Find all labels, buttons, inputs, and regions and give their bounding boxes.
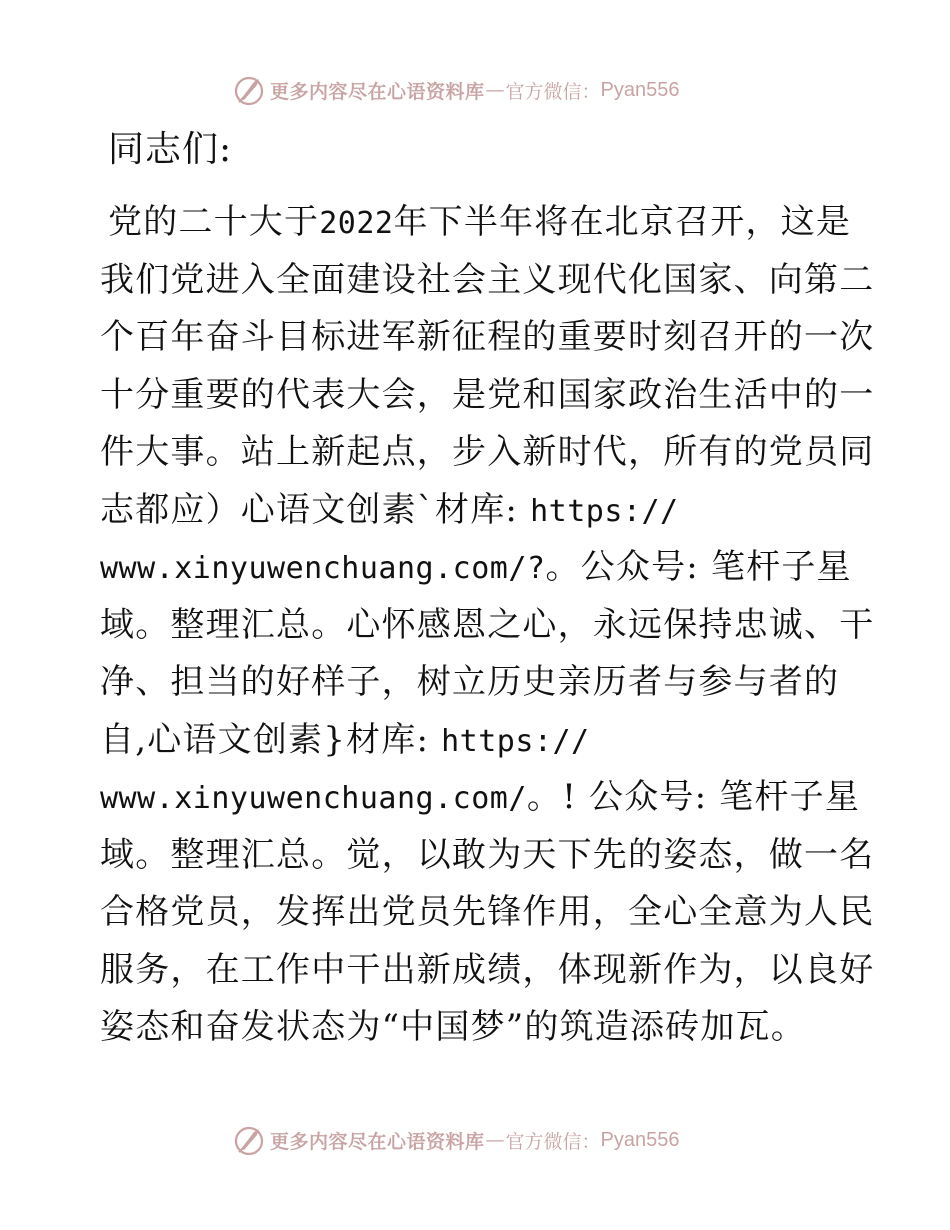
quill-pen-logo-icon	[232, 73, 266, 107]
watermark-dash: —	[485, 1129, 505, 1151]
body-line: 我们党进入全面建设社会主义现代化国家、向第二	[100, 259, 875, 300]
watermark-wechat-label: 官方微信：	[505, 80, 601, 103]
body-line: 服务，在工作中干出新成绩，体现新作为，以良好	[100, 949, 875, 990]
watermark-wechat-id: Pyan556	[600, 78, 680, 101]
watermark-wechat-label: 官方微信：	[505, 1130, 601, 1153]
body-line: 域。整理汇总。觉，以敢为天下先的姿态，做一名	[100, 834, 875, 875]
footer-watermark	[232, 1122, 680, 1158]
body-line: 志都应）心语文创素`材库: https://	[100, 489, 679, 530]
body-line: 党的二十大于2022年下半年将在北京召开，这是	[108, 202, 852, 242]
body-line: www.xinyuwenchuang.com/。! 公众号: 笔杆子星	[100, 777, 861, 817]
body-line: 域。整理汇总。心怀感恩之心，永远保持忠诚、干	[100, 604, 875, 645]
header-watermark	[232, 72, 680, 108]
quill-pen-logo-icon	[232, 1123, 266, 1157]
watermark-text: 更多内容尽在心语资料库	[270, 80, 485, 103]
body-line: www.xinyuwenchuang.com/?。公众号: 笔杆子星	[100, 547, 852, 587]
watermark-dash: —	[485, 79, 505, 101]
body-line: 件大事。站上新起点，步入新时代，所有的党员同	[100, 432, 875, 472]
watermark-wechat-id: Pyan556	[600, 1128, 680, 1151]
body-line: 合格党员，发挥出党员先锋作用，全心全意为人民	[100, 892, 875, 932]
body-line: 姿态和奋发状态为“中国梦”的筑造添砖加瓦。	[100, 1007, 806, 1047]
body-paragraph	[100, 194, 875, 1057]
body-line: 自,心语文创素}材库: https://	[100, 719, 590, 760]
body-line: 个百年奋斗目标进军新征程的重要时刻召开的一次	[100, 317, 875, 357]
salutation: 同志们:	[108, 129, 233, 170]
watermark-text: 更多内容尽在心语资料库	[270, 1130, 485, 1153]
body-line: 净、担当的好样子，树立历史亲历者与参与者的	[100, 662, 840, 702]
body-line: 十分重要的代表大会，是党和国家政治生活中的一	[100, 374, 875, 415]
